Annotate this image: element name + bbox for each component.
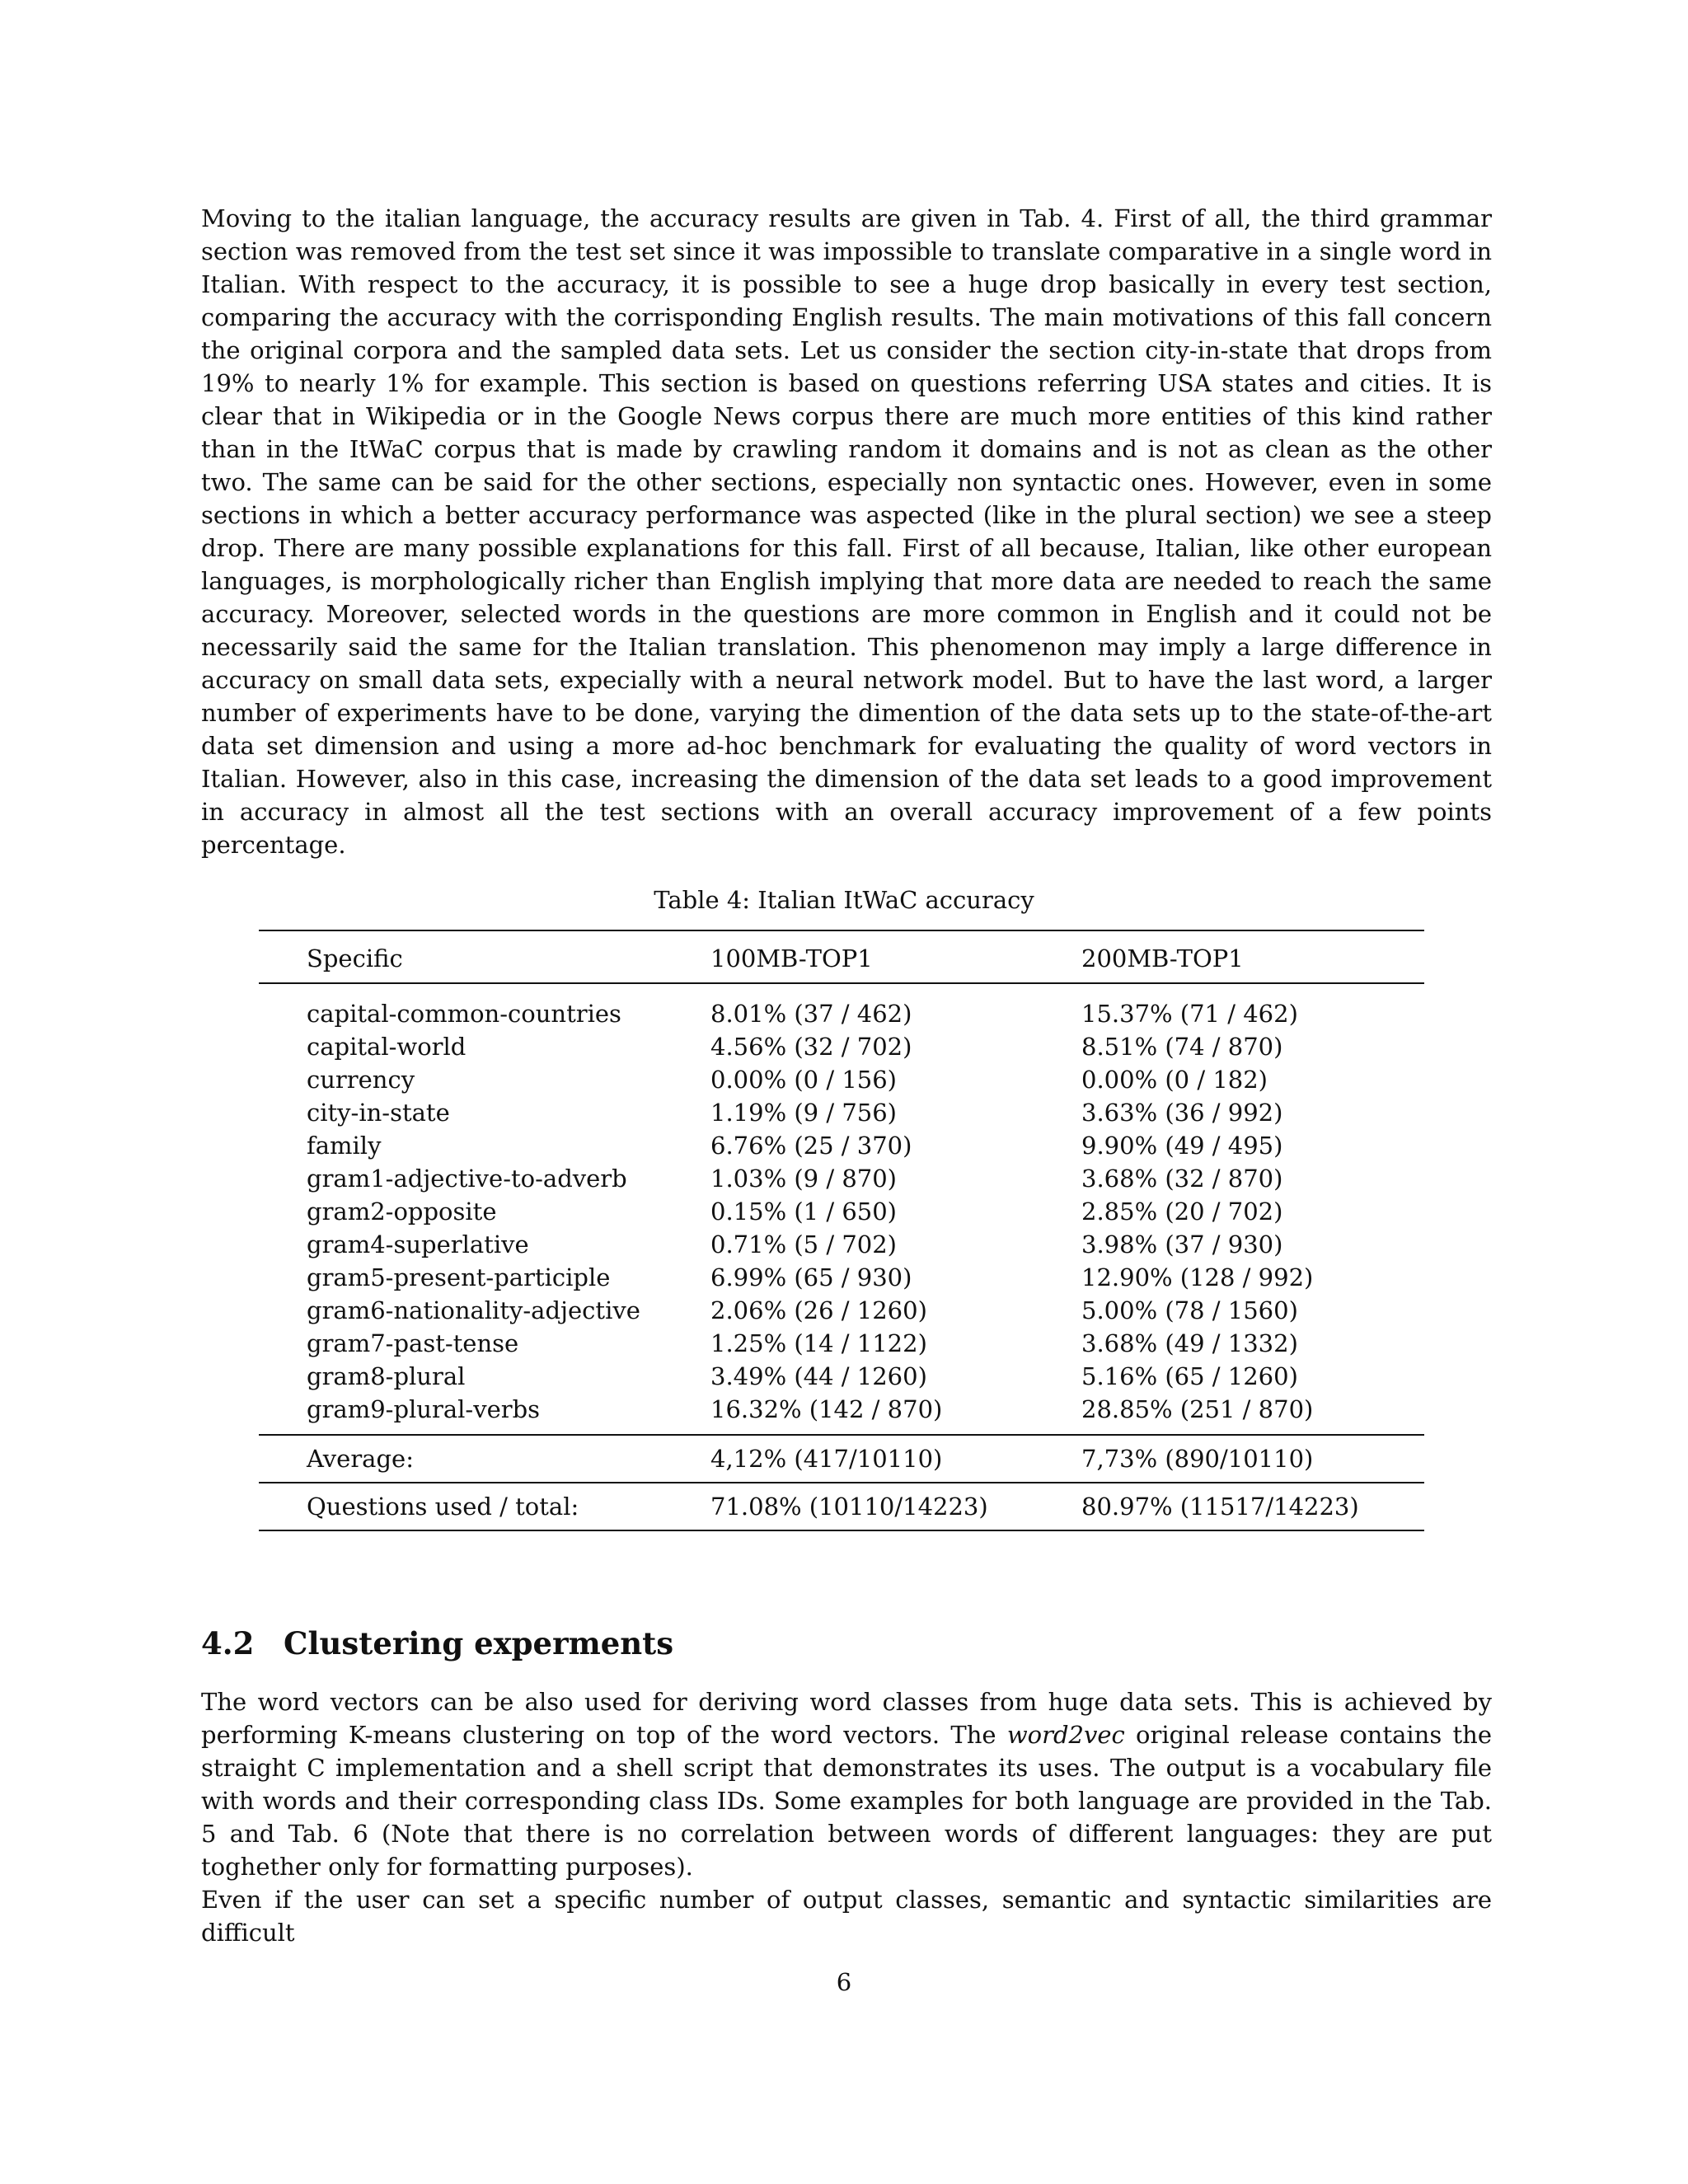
row-100mb: 6.76% (25 / 370): [710, 1132, 912, 1160]
table-row: [259, 983, 1424, 1030]
row-100mb: 6.99% (65 / 930): [710, 1263, 912, 1291]
row-label: gram7-past-tense: [307, 1329, 519, 1357]
questions-100mb: 71.08% (10110/14223): [669, 1483, 1032, 1530]
header-200mb: 200MB-TOP1: [1032, 930, 1424, 983]
clustering-paragraph: [201, 1685, 1492, 1949]
row-label: gram2-opposite: [307, 1197, 497, 1226]
table-row: [259, 1360, 1424, 1393]
row-100mb: 0.00% (0 / 156): [710, 1066, 897, 1094]
row-200mb: 5.00% (78 / 1560): [1081, 1296, 1298, 1324]
section-title: Clustering experments: [284, 1625, 674, 1661]
row-200mb: 28.85% (251 / 870): [1081, 1395, 1314, 1423]
row-200mb: 2.85% (20 / 702): [1081, 1197, 1283, 1226]
intro-paragraph: Moving to the italian language, the accuracy results are given in Tab. 4. First of all, the third grammar section was removed from the test set since it was impossible to translate comparative in a single word in Italian. With respect to the accuracy, it is possible to see a huge drop basically in every test section, comparing the accuracy with the corrisponding English results. The main motivations of this fall concern the original corpora and the sampled data sets. Let us consider the section city-in-state that drops from 19% to nearly 1% for example. This section is based on questions referring USA states and cities. It is clear that in Wikipedia or in the Google News corpus there are much more entities of this kind rather than in the ItWaC corpus that is made by crawling random it domains and is not as clean as the other two. The same can be said for the other sections, especially non syntactic ones. However, even in some sections in which a better accuracy performance was aspected (like in the plural section) we see a steep drop. There are many possible explanations for this fall. First of all because, Italian, like other european languages, is morphologically richer than English implying that more data are needed to reach the same accuracy. Moreover, selected words in the questions are more common in English and it could not be necessarily said the same for the Italian translation. This phenomenon may imply a large difference in accuracy on small data sets, expecially with a neural network model. But to have the last word, a larger number of experiments have to be done, varying the dimention of the data sets up to the state-of-the-art data set dimension and using a more ad-hoc benchmark for evaluating the quality of word vectors in Italian. However, also in this case, increasing the dimension of the data set leads to a good improvement in accuracy in almost all the test sections with an overall accuracy improvement of a few points percentage.: [201, 204, 1492, 859]
average-100mb: 4,12% (417/10110): [669, 1435, 1032, 1483]
row-100mb: 3.49% (44 / 1260): [710, 1362, 927, 1390]
row-100mb: 1.19% (9 / 756): [710, 1099, 897, 1127]
row-200mb: 0.00% (0 / 182): [1081, 1066, 1268, 1094]
section-number: 4.2: [201, 1625, 255, 1661]
average-label: Average:: [259, 1435, 669, 1483]
row-label: gram1-adjective-to-adverb: [307, 1165, 627, 1193]
table-row: [259, 1228, 1424, 1261]
row-200mb: 3.68% (32 / 870): [1081, 1165, 1283, 1193]
row-100mb: 1.25% (14 / 1122): [710, 1329, 927, 1357]
row-100mb: 8.01% (37 / 462): [710, 1000, 912, 1028]
row-label: gram5-present-participle: [307, 1263, 611, 1291]
table-row: [259, 1129, 1424, 1162]
average-200mb: 7,73% (890/10110): [1032, 1435, 1424, 1483]
row-label: gram6-nationality-adjective: [307, 1296, 640, 1324]
table-row: [259, 1162, 1424, 1195]
average-row: [259, 1435, 1424, 1483]
clustering-text-continuation: Even if the user can set a specific number of output classes, semantic and syntactic similarities are difficult: [201, 1886, 1492, 1947]
row-label: city-in-state: [307, 1099, 450, 1127]
row-100mb: 16.32% (142 / 870): [710, 1395, 943, 1423]
table-row: [259, 1294, 1424, 1327]
row-label: gram9-plural-verbs: [307, 1395, 541, 1423]
page-number: 6: [836, 1968, 852, 1996]
row-100mb: 0.15% (1 / 650): [710, 1197, 897, 1226]
word2vec-term: word2vec: [1006, 1721, 1125, 1749]
accuracy-table: [259, 930, 1424, 1531]
row-200mb: 8.51% (74 / 870): [1081, 1033, 1283, 1061]
section-heading: [201, 1624, 673, 1663]
questions-row: [259, 1483, 1424, 1530]
row-100mb: 1.03% (9 / 870): [710, 1165, 897, 1193]
row-200mb: 3.68% (49 / 1332): [1081, 1329, 1298, 1357]
questions-label: Questions used / total:: [259, 1483, 669, 1530]
row-200mb: 3.98% (37 / 930): [1081, 1230, 1283, 1258]
row-label: capital-common-countries: [307, 1000, 621, 1028]
table-row: [259, 1327, 1424, 1360]
row-100mb: 4.56% (32 / 702): [710, 1033, 912, 1061]
header-100mb: 100MB-TOP1: [669, 930, 1032, 983]
accuracy-table-body: [259, 930, 1424, 1530]
row-label: family: [307, 1132, 382, 1160]
row-200mb: 3.63% (36 / 992): [1081, 1099, 1283, 1127]
table-row: [259, 1096, 1424, 1129]
header-specific: Specific: [259, 930, 669, 983]
row-label: gram4-superlative: [307, 1230, 529, 1258]
table-caption: Table 4: Italian ItWaC accuracy: [654, 886, 1034, 914]
table-row: [259, 1261, 1424, 1294]
table-row: [259, 1030, 1424, 1063]
row-label: gram8-plural: [307, 1362, 466, 1390]
row-label: capital-world: [307, 1033, 467, 1061]
questions-200mb: 80.97% (11517/14223): [1032, 1483, 1424, 1530]
row-200mb: 5.16% (65 / 1260): [1081, 1362, 1298, 1390]
table-row: [259, 1195, 1424, 1228]
row-200mb: 15.37% (71 / 462): [1081, 1000, 1298, 1028]
table-row: [259, 1063, 1424, 1096]
row-100mb: 0.71% (5 / 702): [710, 1230, 897, 1258]
row-100mb: 2.06% (26 / 1260): [710, 1296, 927, 1324]
clustering-text-before: The word vectors can be also used for deriving word classes from huge data sets. This is achieved by performing K-means clustering on top of the word vectors. The: [201, 1688, 1492, 1749]
row-label: currency: [307, 1066, 415, 1094]
table-header-row: [259, 930, 1424, 983]
row-200mb: 9.90% (49 / 495): [1081, 1132, 1283, 1160]
table-row: [259, 1393, 1424, 1435]
clustering-text-after: original release contains the straight C implementation and a shell script that demonstrates its uses. The output is a vocabulary file with words and their corresponding class IDs. Some examples for both language are provided in the Tab. 5 and Tab. 6 (Note that there is no correlation between words of different languages: they are put toghether only for formatting purposes).: [201, 1721, 1493, 1881]
row-200mb: 12.90% (128 / 992): [1081, 1263, 1314, 1291]
